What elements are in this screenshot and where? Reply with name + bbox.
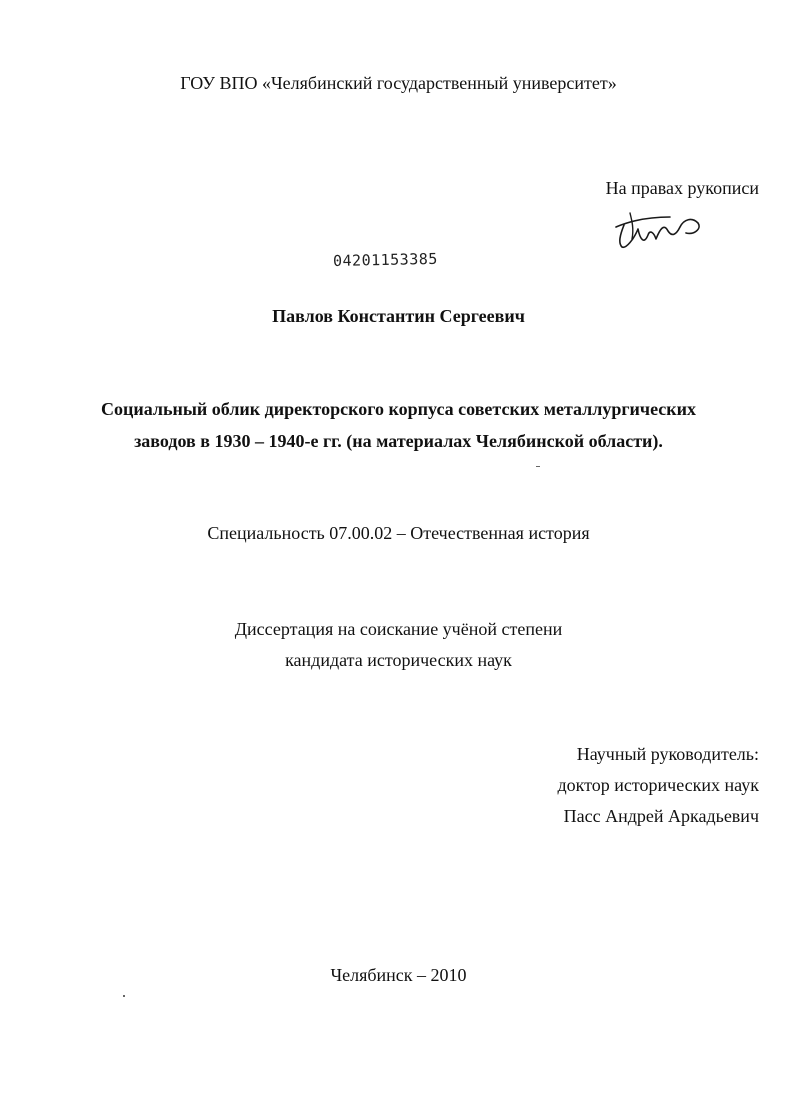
scan-speck bbox=[536, 466, 540, 467]
dissertation-title-line-2: заводов в 1930 – 1940-е гг. (на материалах Челябинской области). bbox=[134, 431, 663, 451]
supervisor-label: Научный руководитель: bbox=[576, 744, 759, 764]
registration-number: 04201153385 bbox=[332, 249, 439, 270]
degree-line-1: Диссертация на соискание учёной степени bbox=[234, 619, 563, 639]
specialty: Специальность 07.00.02 – Отечественная история bbox=[207, 523, 590, 543]
place-year: Челябинск – 2010 bbox=[330, 965, 467, 985]
scan-speck bbox=[123, 995, 125, 997]
supervisor-degree: доктор исторических наук bbox=[557, 775, 759, 795]
signature-icon bbox=[610, 205, 710, 255]
rights-note: На правах рукописи bbox=[605, 178, 759, 198]
degree-line-2: кандидата исторических наук bbox=[285, 650, 512, 670]
institution-header: ГОУ ВПО «Челябинский государственный университет» bbox=[180, 73, 617, 93]
supervisor-name: Пасс Андрей Аркадьевич bbox=[563, 806, 759, 826]
author-name: Павлов Константин Сергеевич bbox=[272, 306, 525, 326]
dissertation-title-line-1: Социальный облик директорского корпуса советских металлургических bbox=[100, 399, 697, 419]
